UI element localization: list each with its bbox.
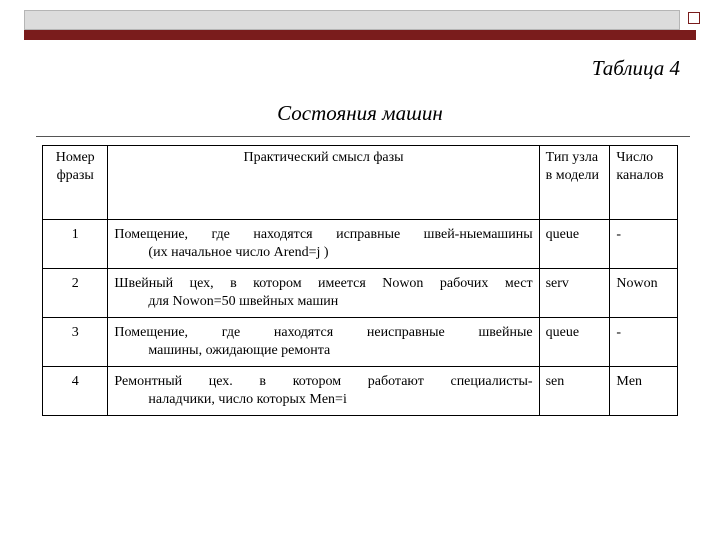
- meaning-line-2: машины, ожидающие ремонта: [148, 343, 331, 358]
- table-header-row: [43, 146, 678, 220]
- title-divider: [36, 136, 690, 137]
- meaning-line-1: Швейный цех, в котором имеется Nowon рабочих мест: [114, 276, 533, 291]
- meaning-line-1: Помещение, где находятся неисправные швейные: [114, 325, 533, 340]
- meaning-line-2: для Nowon=50 швейных машин: [148, 294, 339, 309]
- cell-node-type: sen: [539, 367, 610, 416]
- cell-number: 4: [43, 367, 108, 416]
- cell-channels: Nowon: [610, 269, 678, 318]
- table-row: [43, 367, 678, 416]
- meaning-line-2: (их начальное число Arend=j ): [148, 245, 329, 260]
- table-row: [43, 318, 678, 367]
- cell-channels: Men: [610, 367, 678, 416]
- table-number: Таблица 4: [591, 56, 680, 80]
- cell-number: 3: [43, 318, 108, 367]
- accent-bar: [24, 30, 696, 40]
- table-row: [43, 220, 678, 269]
- header-number: Номер фразы: [43, 146, 108, 220]
- machine-states-table: [42, 145, 678, 416]
- cell-channels: -: [610, 220, 678, 269]
- cell-meaning: [108, 220, 539, 269]
- cell-meaning: [108, 367, 539, 416]
- table-row: [43, 269, 678, 318]
- meaning-line-2: наладчики, число которых Men=i: [148, 392, 347, 407]
- header-node-type: Тип узла в модели: [539, 146, 610, 220]
- cell-node-type: queue: [539, 318, 610, 367]
- page-title: Состояния машин: [277, 101, 443, 125]
- meaning-line-1: Помещение, где находятся исправные швей-ныемашины: [114, 227, 533, 242]
- cell-meaning: [108, 269, 539, 318]
- cell-channels: -: [610, 318, 678, 367]
- header-meaning: Практический смысл фазы: [108, 146, 539, 220]
- cell-node-type: serv: [539, 269, 610, 318]
- header-channels: Число каналов: [610, 146, 678, 220]
- cell-number: 2: [43, 269, 108, 318]
- corner-square-icon: [688, 12, 700, 24]
- cell-number: 1: [43, 220, 108, 269]
- cell-node-type: queue: [539, 220, 610, 269]
- top-decor-bar: [24, 10, 680, 30]
- cell-meaning: [108, 318, 539, 367]
- meaning-line-1: Ремонтный цех. в котором работают специалисты-: [114, 374, 533, 389]
